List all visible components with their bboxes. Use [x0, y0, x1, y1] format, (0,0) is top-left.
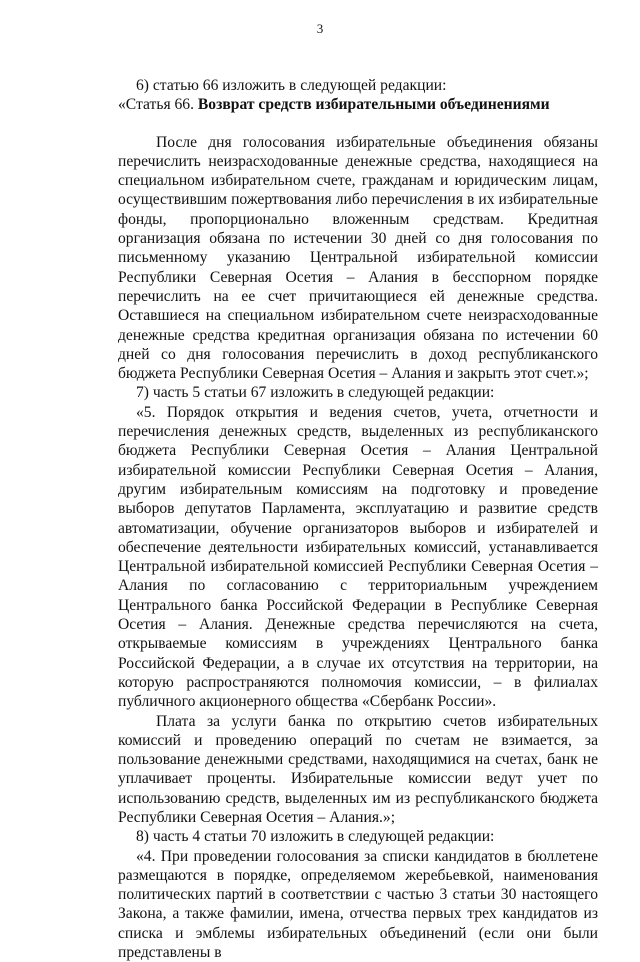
item8-intro: 8) часть 4 статьи 70 изложить в следующей редакции: — [136, 828, 495, 846]
article70-paragraph: «4. При проведении голосования за списки кандидатов в бюллетене размещаются в порядке, определяемом жеребьевкой, наименования политических партий в соответствии с частью 3 статьи 30 настоящего Закона, а также фамилии, имена, отчества первых трех кандидатов из списка и эмблемы избирательных объединений (если они были представлены в — [118, 847, 598, 962]
item7-intro: 7) часть 5 статьи 67 изложить в следующей редакции: — [136, 384, 495, 402]
page-number: 3 — [316, 21, 324, 36]
article66-paragraph: После дня голосования избирательные объединения обязаны перечислить неизрасходованные денежные средства, находящиеся на специальном избирательном счете, гражданам и юридическим лицам, осуществившим пожертвования либо перечисления в их избирательные фонды, пропорционально вложенным средствам. Кредитная организация обязана по истечении 30 дней со дня голосования по письменному указанию Центральной избирательной комиссии Республики Северная Осетия – Алания в бесспорном порядке перечислить на ее счет причитающиеся ей денежные средства. Оставшиеся на специальном избирательном счете неизрасходованные денежные средства кредитная организация обязана по истечении 60 дней со дня голосования перечислить в доход республиканского бюджета Республики Северная Осетия – Алания и закрыть этот счет.»; — [118, 133, 598, 383]
document-body — [118, 76, 598, 962]
article67-paragraph2: Плата за услуги банка по открытию счетов избирательных комиссий и проведению операций по счетам не взимается, за пользование денежными средствами, находящимися на счетах, банк не уплачивает проценты. Избирательные комиссии ведут учет по использованию средств, выделенных им из республиканского бюджета Республики Северная Осетия – Алания.»; — [118, 712, 598, 826]
article67-paragraph1: «5. Порядок открытия и ведения счетов, учета, отчетности и перечисления денежных средств, выделенных из республиканского бюджета Республики Северная Осетия – Алания Центральной избирательной комиссии Республики Северная Осетия – Алания, другим избирательным комиссиям на подготовку и проведение выборов депутатов Парламента, эксплуатацию и развитие средств автоматизации, обучение организаторов выборов и избирателей и обеспечение деятельности избирательных комиссий, устанавливается Центральной избирательной комиссией Республики Северная Осетия – Алания по согласованию с территориальным учреждением Центрального банка Российской Федерации в Республике Северная Осетия – Алания. Денежные средства перечисляются на счета, открываемые комиссиям в учреждениях Центрального банка Российской Федерации, а в случае их отсутствия на территории, на которую распространяются полномочия комиссии, – в филиалах публичного акционерного общества «Сбербанк России». — [118, 403, 598, 711]
article66-heading — [118, 95, 598, 114]
item6-intro: 6) статью 66 изложить в следующей редакции: — [136, 77, 447, 94]
article66-title: Возврат средств избирательными объединениями — [197, 96, 550, 114]
article66-prefix: «Статья 66. — [118, 96, 198, 114]
